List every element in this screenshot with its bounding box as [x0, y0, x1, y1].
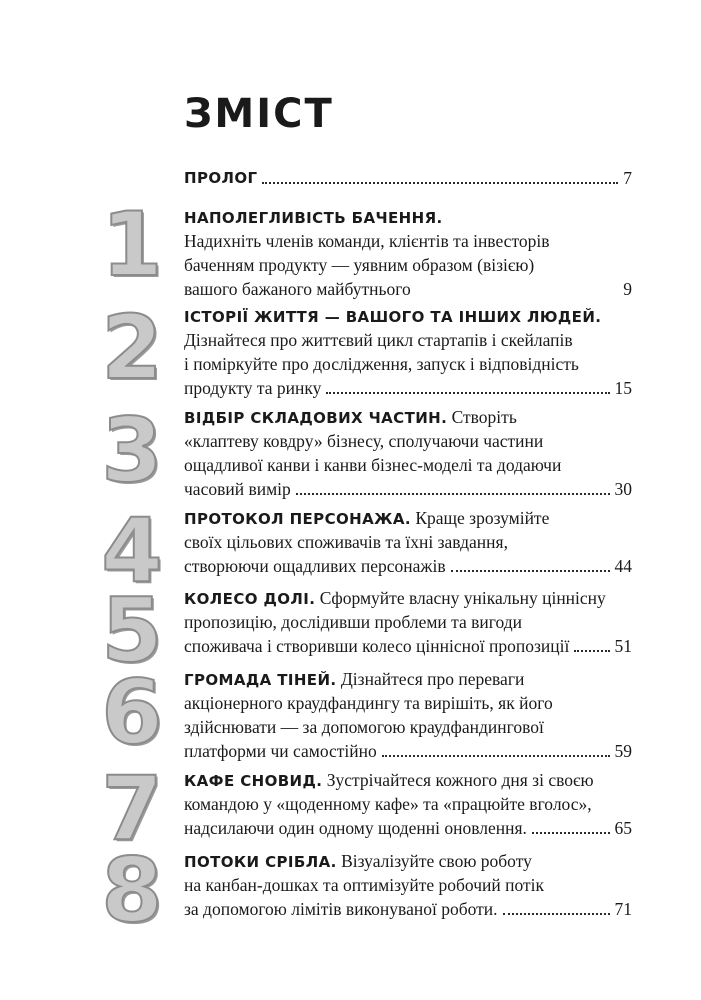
page-title: ЗМІСТ [184, 91, 334, 137]
chapter-heading: НАПОЛЕГЛИВІСТЬ БАЧЕННЯ. [184, 209, 443, 227]
dot-leader [451, 570, 610, 572]
chapter-number: 5 [101, 579, 163, 682]
description-line: своїх цільових споживачів та їхні завдання, [184, 532, 508, 552]
dot-leader [382, 755, 610, 757]
page-number: 44 [614, 556, 632, 576]
description-line: акціонерного краудфандингу та вирішіть, як його [184, 693, 553, 713]
description-line: надсилаючи один одному щоденні оновлення. [184, 818, 527, 838]
page-number: 9 [623, 279, 632, 299]
description-line: і поміркуйте про дослідження, запуск і відповідність [184, 354, 579, 374]
toc-entry-prologue[interactable] [184, 166, 632, 190]
heading-tail: Зустрічайтеся кожного дня зі своєю [322, 770, 594, 790]
chapter-number: 2 [101, 296, 163, 399]
page-number: 65 [614, 818, 632, 838]
chapter-heading: ІСТОРІЇ ЖИТТЯ — ВАШОГО ТА ІНШИХ ЛЮДЕЙ. [184, 308, 602, 326]
heading-tail: Візуалізуйте свою роботу [336, 851, 532, 871]
toc-entry-chapter-5[interactable] [184, 586, 632, 658]
chapter-number: 7 [101, 757, 163, 860]
description-line: «клаптеву ковдру» бізнесу, сполучаючи частини [184, 431, 544, 451]
toc-entry-chapter-2[interactable] [184, 304, 632, 400]
description-line: створюючи ощадливих персонажів [184, 556, 446, 576]
description-line: командою у «щоденному кафе» та «працюйте вголос», [184, 794, 592, 814]
chapter-heading: ВІДБІР СКЛАДОВИХ ЧАСТИН. [184, 409, 448, 427]
dot-leader [296, 493, 610, 495]
description-line: Надихніть членів команди, клієнтів та інвесторів [184, 231, 550, 251]
chapter-number: 3 [101, 399, 163, 502]
dot-leader [574, 650, 609, 652]
page-number: 51 [614, 636, 632, 656]
description-line: здійснювати — за допомогою краудфандингової [184, 717, 544, 737]
chapter-heading: КАФЕ СНОВИД. [184, 772, 323, 790]
description-line: баченням продукту — уявним образом (візією) [184, 255, 535, 275]
chapter-heading: ГРОМАДА ТІНЕЙ. [184, 671, 337, 689]
page-number: 30 [614, 479, 632, 499]
chapter-number: 4 [101, 499, 163, 602]
page-number: 15 [614, 378, 632, 398]
description-line: споживача і створивши колесо ціннісної пропозиції [184, 636, 570, 656]
dot-leader [326, 392, 609, 394]
toc-entry-chapter-1[interactable] [184, 205, 632, 301]
description-line: продукту та ринку [184, 378, 322, 398]
heading-tail: Створіть [447, 407, 517, 427]
dot-leader [532, 832, 610, 834]
chapter-number: 6 [101, 661, 163, 764]
toc-line [184, 166, 632, 190]
toc-entry-chapter-3[interactable] [184, 405, 632, 501]
heading-tail: Дізнайтеся про переваги [336, 669, 525, 689]
chapter-heading: ПОТОКИ СРІБЛА. [184, 853, 337, 871]
chapter-number: 8 [101, 839, 163, 942]
description-line: ощадливої канви і канви бізнес-моделі та додаючи [184, 455, 562, 475]
dot-leader [416, 293, 619, 295]
prologue-label: ПРОЛОГ [184, 169, 258, 187]
description-line: часовий вимір [184, 479, 291, 499]
page-number: 7 [623, 168, 632, 188]
chapter-heading: ПРОТОКОЛ ПЕРСОНАЖА. [184, 510, 411, 528]
description-line: вашого бажаного майбутнього [184, 279, 411, 299]
toc-entry-chapter-6[interactable] [184, 667, 632, 763]
toc-entry-chapter-8[interactable] [184, 849, 632, 921]
description-line: за допомогою лімітів виконуваної роботи. [184, 899, 498, 919]
dot-leader [262, 182, 618, 184]
toc-entry-chapter-7[interactable] [184, 768, 632, 840]
chapter-number: 1 [101, 193, 163, 296]
dot-leader [503, 913, 610, 915]
heading-tail: Краще зрозумійте [410, 508, 550, 528]
description-line: платформи чи самостійно [184, 741, 377, 761]
heading-tail: Сформуйте власну унікальну ціннісну [315, 588, 606, 608]
page-number: 59 [614, 741, 632, 761]
description-line: пропозицію, дослідивши проблеми та вигоди [184, 612, 523, 632]
description-line: Дізнайтеся про життєвий цикл стартапів і скейлапів [184, 330, 573, 350]
toc-entry-chapter-4[interactable] [184, 506, 632, 578]
chapter-heading: КОЛЕСО ДОЛІ. [184, 590, 316, 608]
page-number: 71 [614, 899, 632, 919]
description-line: на канбан-дошках та оптимізуйте робочий потік [184, 875, 545, 895]
